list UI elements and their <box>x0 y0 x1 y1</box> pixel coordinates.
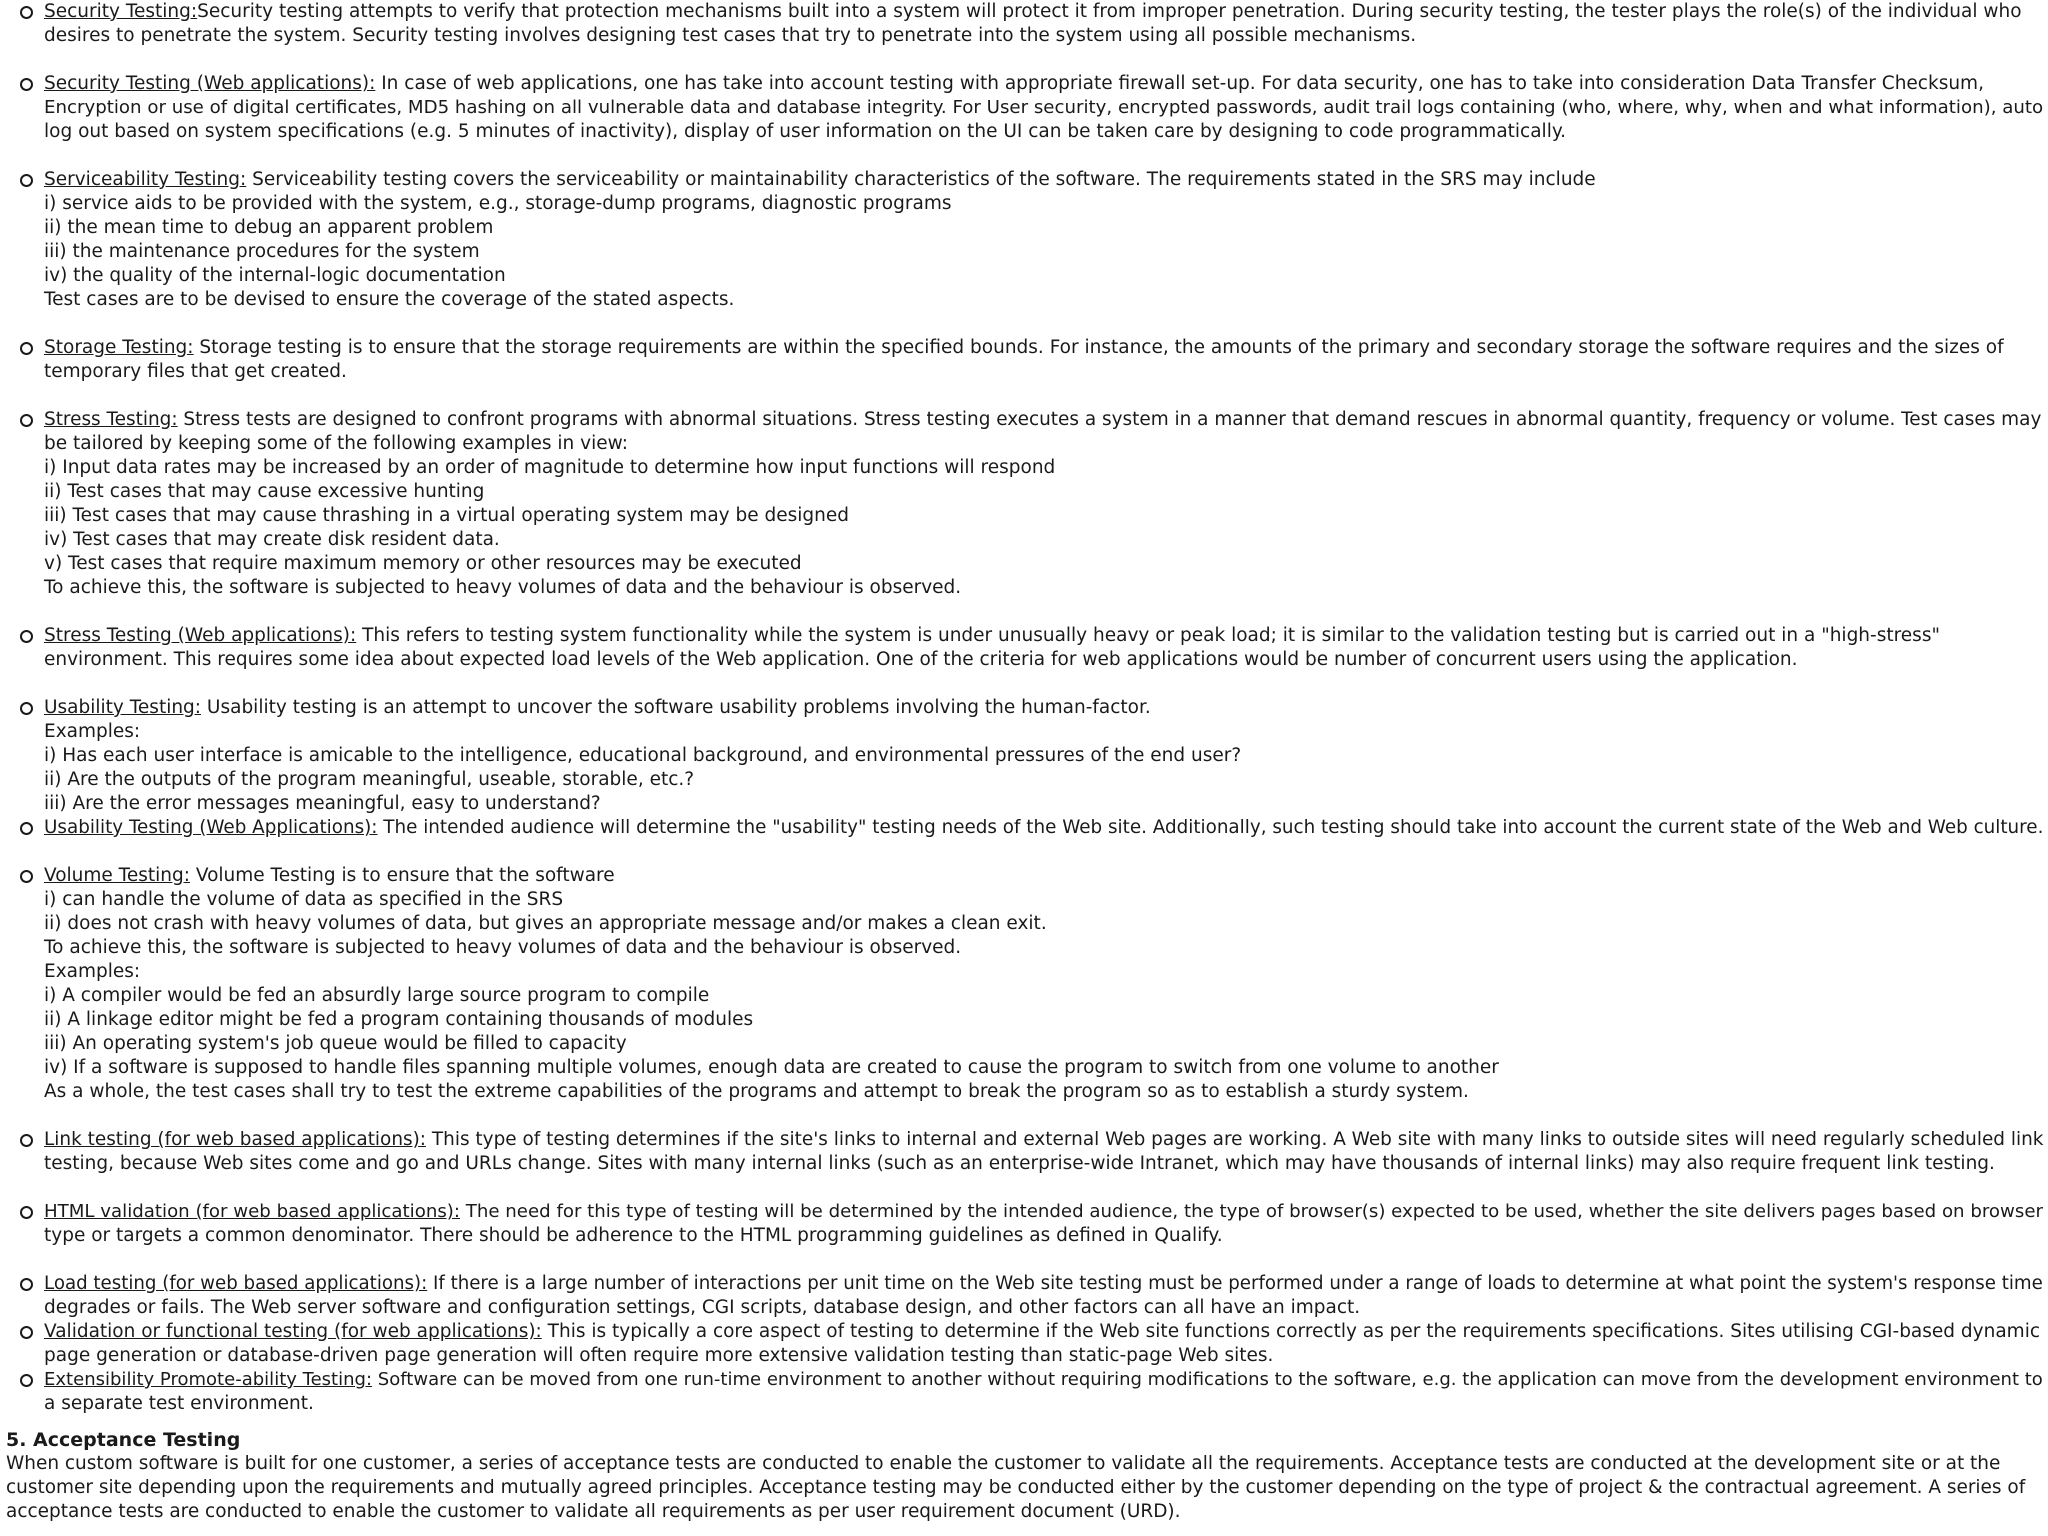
text-line <box>44 624 2044 648</box>
text-line <box>44 816 2044 840</box>
item-text <box>44 408 2044 600</box>
description-text: Usability testing is an attempt to uncover the software usability problems involving the human-factor. <box>201 697 1151 718</box>
text-line: iii) An operating system's job queue would be filled to capacity <box>44 1033 627 1054</box>
text-line: i) A compiler would be fed an absurdly large source program to compile <box>44 985 710 1006</box>
description-text: Stress tests are designed to confront programs with abnormal situations. Stress testing executes a system in a manner that demand rescues in abnormal quantity, frequency or volume. Test cases may <box>177 409 2042 430</box>
term-label: Usability Testing (Web Applications): <box>44 817 378 838</box>
circle-bullet-icon <box>20 1278 33 1291</box>
item-text <box>44 336 2044 384</box>
description-text: Security testing attempts to verify that protection mechanisms built into a system will protect it from improper penetration. During security testing, the tester plays the role(s) of the individual who <box>197 1 2022 22</box>
description-text: If there is a large number of interactions per unit time on the Web site testing must be performed under a range of loads to determine at what point the system's response time <box>427 1273 2043 1294</box>
paragraph-line: customer site depending upon the requirements and mutually agreed principles. Acceptance testing may be conducted either by the customer depending on the type of project & the contractual agreement. A series of <box>6 1477 2026 1498</box>
text-line: log out based on system specifications (e.g. 5 minutes of inactivity), display of user information on the UI can be taken care by designing to code programmatically. <box>44 121 1567 142</box>
text-line: Examples: <box>44 961 141 982</box>
description-text: This is typically a core aspect of testing to determine if the Web site functions correctly as per the requirements specifications. Sites utilising CGI-based dynamic <box>541 1321 2040 1342</box>
text-line: ii) does not crash with heavy volumes of data, but gives an appropriate message and/or makes a clean exit. <box>44 913 1047 934</box>
description-text: Software can be moved from one run-time environment to another without requiring modifications to the software, e.g. the application can move from the development environment to <box>372 1369 2043 1390</box>
circle-bullet-icon <box>20 1326 33 1339</box>
item-text <box>44 1200 2044 1248</box>
text-line: iii) Test cases that may cause thrashing in a virtual operating system may be designed <box>44 505 849 526</box>
circle-bullet-icon <box>20 1374 33 1387</box>
text-line <box>44 336 2044 360</box>
circle-bullet-icon <box>20 1134 33 1147</box>
term-label: Stress Testing (Web applications): <box>44 625 357 646</box>
text-line: Encryption or use of digital certificates, MD5 hashing on all vulnerable data and database integrity. For User security, encrypted passwords, audit trail logs containing (who, where, why, when and what information), auto <box>44 97 2044 118</box>
item-text <box>44 0 2044 48</box>
term-label: Usability Testing: <box>44 697 202 718</box>
text-line: Examples: <box>44 721 141 742</box>
description-text: The need for this type of testing will be determined by the intended audience, the type of browser(s) expected to be used, whether the site delivers pages based on browser <box>459 1201 2043 1222</box>
text-line: ii) A linkage editor might be fed a program containing thousands of modules <box>44 1009 754 1030</box>
text-line: As a whole, the test cases shall try to test the extreme capabilities of the programs and attempt to break the program so as to establish a sturdy system. <box>44 1081 1469 1102</box>
description-text: Storage testing is to ensure that the storage requirements are within the specified bounds. For instance, the amounts of the primary and secondary storage the software requires and the sizes of <box>193 337 2004 358</box>
text-line <box>44 1368 2044 1392</box>
text-line: iv) If a software is supposed to handle files spanning multiple volumes, enough data are created to cause the program to switch from one volume to another <box>44 1057 1499 1078</box>
term-label: Stress Testing: <box>44 409 178 430</box>
text-line: v) Test cases that require maximum memory or other resources may be executed <box>44 553 802 574</box>
text-line: testing, because Web sites come and go and URLs change. Sites with many internal links (such as an enterprise-wide Intranet, which may have thousands of internal links) may also require frequent link testing. <box>44 1153 1995 1174</box>
text-line: To achieve this, the software is subjected to heavy volumes of data and the behaviour is observed. <box>44 577 962 598</box>
description-text: This type of testing determines if the site's links to internal and external Web pages are working. A Web site with many links to outside sites will need regularly scheduled link <box>426 1129 2044 1150</box>
item-text <box>44 816 2044 840</box>
text-line <box>44 1320 2044 1344</box>
section-heading: 5. Acceptance Testing <box>6 1429 241 1451</box>
description-text: Serviceability testing covers the serviceability or maintainability characteristics of the software. The requirements stated in the SRS may include <box>246 169 1596 190</box>
text-line: i) can handle the volume of data as specified in the SRS <box>44 889 564 910</box>
item-text <box>44 624 2044 672</box>
text-line: type or targets a common denominator. There should be adherence to the HTML programming guidelines as defined in Qualify. <box>44 1225 1223 1246</box>
text-line <box>44 1200 2044 1224</box>
term-label: Load testing (for web based applications): <box>44 1273 428 1294</box>
item-text <box>44 1320 2044 1368</box>
text-line: desires to penetrate the system. Security testing involves designing test cases that try to penetrate into the system using all possible mechanisms. <box>44 25 1417 46</box>
text-line <box>44 408 2044 432</box>
text-line: page generation or database-driven page generation will often require more extensive validation testing than static-page Web sites. <box>44 1345 1274 1366</box>
term-label: Volume Testing: <box>44 865 190 886</box>
text-line: i) Input data rates may be increased by an order of magnitude to determine how input functions will respond <box>44 457 1056 478</box>
circle-bullet-icon <box>20 702 33 715</box>
text-line <box>44 864 2044 888</box>
text-line <box>44 0 2044 24</box>
term-label: Link testing (for web based applications): <box>44 1129 427 1150</box>
circle-bullet-icon <box>20 78 33 91</box>
text-line: iii) Are the error messages meaningful, easy to understand? <box>44 793 601 814</box>
item-text <box>44 1368 2044 1416</box>
text-line <box>44 696 2044 720</box>
text-line: ii) Test cases that may cause excessive hunting <box>44 481 485 502</box>
text-line: i) service aids to be provided with the system, e.g., storage-dump programs, diagnostic programs <box>44 193 952 214</box>
text-line <box>44 168 2044 192</box>
paragraph-line: When custom software is built for one customer, a series of acceptance tests are conducted to enable the customer to validate all the requirements. Acceptance tests are conducted at the development site or at the <box>6 1453 2001 1474</box>
text-line <box>44 1272 2044 1296</box>
item-text <box>44 168 2044 312</box>
text-line: degrades or fails. The Web server software and configuration settings, CGI scripts, database design, and other factors can all have an impact. <box>44 1297 1361 1318</box>
description-text: In case of web applications, one has take into account testing with appropriate firewall set-up. For data security, one has to take into consideration Data Transfer Checksum, <box>375 73 1984 94</box>
term-label: Extensibility Promote-ability Testing: <box>44 1369 373 1390</box>
text-line: a separate test environment. <box>44 1393 314 1414</box>
term-label: Storage Testing: <box>44 337 194 358</box>
term-label: Security Testing: <box>44 1 198 22</box>
text-line: iv) the quality of the internal-logic documentation <box>44 265 506 286</box>
text-line: temporary files that get created. <box>44 361 347 382</box>
section-paragraph <box>6 1452 2046 1524</box>
circle-bullet-icon <box>20 6 33 19</box>
text-line: Test cases are to be devised to ensure the coverage of the stated aspects. <box>44 289 735 310</box>
text-line: be tailored by keeping some of the following examples in view: <box>44 433 628 454</box>
term-label: Serviceability Testing: <box>44 169 247 190</box>
circle-bullet-icon <box>20 870 33 883</box>
term-label: Validation or functional testing (for web applications): <box>44 1321 542 1342</box>
text-line: ii) the mean time to debug an apparent problem <box>44 217 494 238</box>
text-line: iii) the maintenance procedures for the system <box>44 241 480 262</box>
text-line: To achieve this, the software is subjected to heavy volumes of data and the behaviour is observed. <box>44 937 962 958</box>
description-text: Volume Testing is to ensure that the software <box>189 865 615 886</box>
paragraph-line: acceptance tests are conducted to enable the customer to validate all requirements as per user requirement document (URD). <box>6 1501 1181 1522</box>
description-text: The intended audience will determine the "usability" testing needs of the Web site. Additionally, such testing should take into account the current state of the Web and Web culture. <box>377 817 2044 838</box>
text-line: i) Has each user interface is amicable to the intelligence, educational background, and environmental pressures of the end user? <box>44 745 1242 766</box>
text-line <box>44 1128 2044 1152</box>
text-line: ii) Are the outputs of the program meaningful, useable, storable, etc.? <box>44 769 695 790</box>
circle-bullet-icon <box>20 174 33 187</box>
term-label: HTML validation (for web based applications): <box>44 1201 460 1222</box>
description-text: This refers to testing system functionality while the system is under unusually heavy or peak load; it is similar to the validation testing but is carried out in a "high-stress" <box>356 625 1940 646</box>
circle-bullet-icon <box>20 1206 33 1219</box>
text-line <box>44 72 2044 96</box>
term-label: Security Testing (Web applications): <box>44 73 376 94</box>
item-text <box>44 1272 2044 1320</box>
circle-bullet-icon <box>20 822 33 835</box>
item-text <box>44 696 2044 816</box>
circle-bullet-icon <box>20 630 33 643</box>
item-text <box>44 72 2044 144</box>
item-text <box>44 864 2044 1104</box>
text-line: iv) Test cases that may create disk resident data. <box>44 529 500 550</box>
circle-bullet-icon <box>20 414 33 427</box>
item-text <box>44 1128 2044 1176</box>
circle-bullet-icon <box>20 342 33 355</box>
text-line: environment. This requires some idea about expected load levels of the Web application. One of the criteria for web applications would be number of concurrent users using the application. <box>44 649 1798 670</box>
